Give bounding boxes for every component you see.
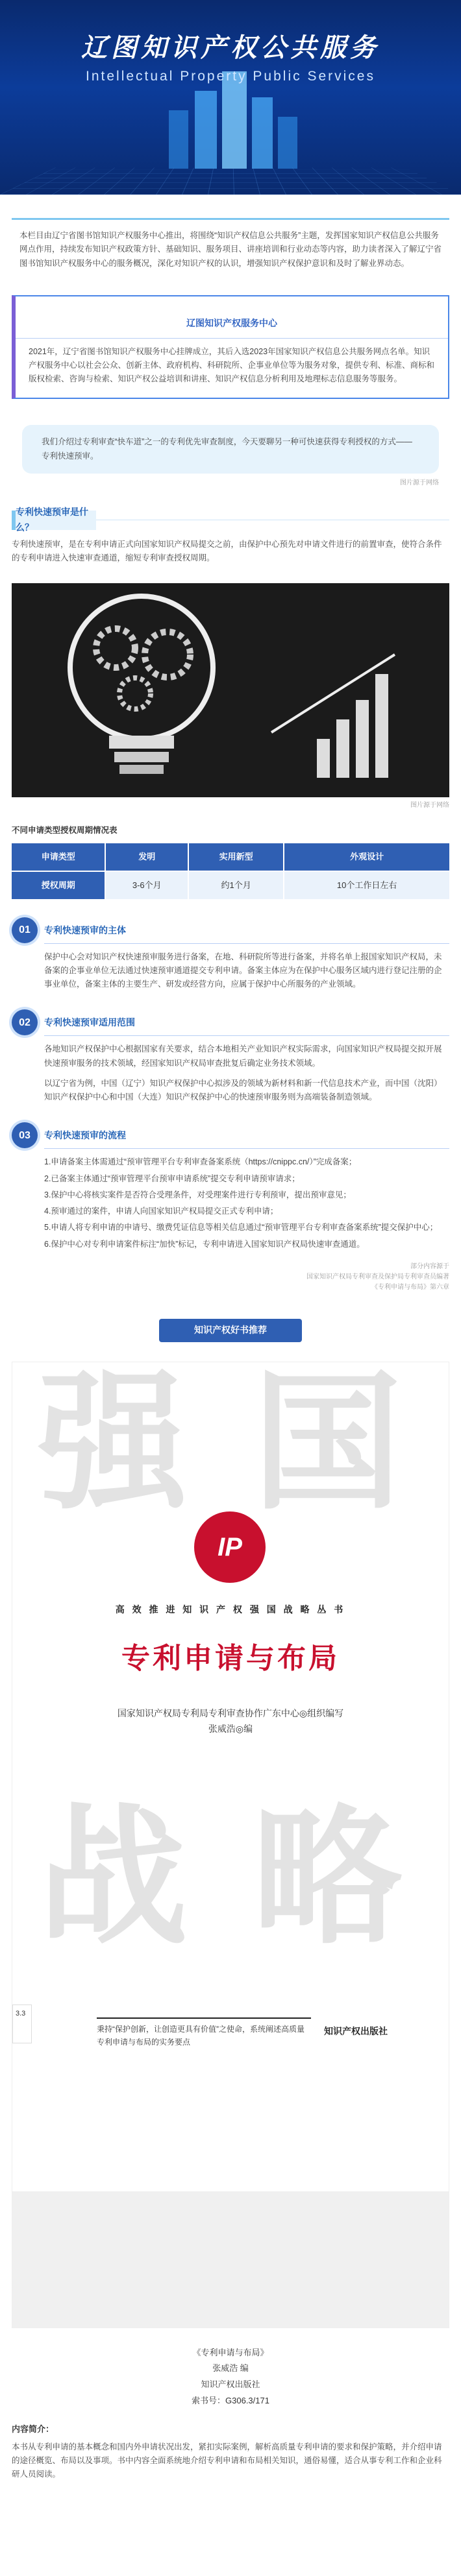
numbered-section-title: 专利快速预审的主体: [44, 917, 449, 944]
cover-bg-char: 国: [253, 1361, 403, 1526]
list-item: 4.预审通过的案件，申请人向国家知识产权局提交正式专利申请；: [44, 1207, 279, 1216]
section-number: 03: [12, 1122, 38, 1148]
lightbulb-icon: [12, 583, 449, 797]
banner-title: 辽图知识产权公共服务: [81, 34, 380, 62]
cover-slogan: 秉持“保护创新，让创造更具有价值”之使命，系统阐述高质量专利申请与布局的实务要点: [97, 2017, 311, 2049]
book-info-line: 张威浩 编: [212, 2363, 249, 2374]
image-caption: 图片源于网络: [410, 802, 449, 810]
banner-grid: [0, 167, 461, 195]
banner: [0, 0, 461, 195]
cover-bottom-strip: [12, 2191, 449, 2328]
numbered-section-title: 专利快速预审适用范围: [44, 1009, 449, 1036]
book-info: [12, 2345, 449, 2409]
table-header: 发明: [105, 843, 188, 871]
grant-period-table: [12, 843, 449, 899]
banner-subtitle: Intellectual Property Public Services: [86, 69, 375, 84]
section-title: 专利快速预审是什么？: [12, 511, 96, 530]
cover-book-title: 专利申请与布局: [121, 1642, 340, 1674]
summary-label: 内容简介：: [12, 2424, 55, 2434]
cover-series: 高 效 推 进 知 识 产 权 强 国 战 略 丛 书: [115, 1604, 346, 1615]
numbered-section-3: [12, 1122, 449, 1251]
cover-bg-char: 强: [38, 1361, 188, 1526]
list-item: 1.申请备案主体需通过“预审管理平台专利审查备案系统（https://cnippc.cn/）”完成备案；: [44, 1157, 357, 1167]
numbered-section-2: [12, 1009, 449, 1104]
table-row: [12, 871, 449, 899]
source-credit: [12, 1262, 449, 1293]
service-center-box: [12, 295, 449, 400]
numbered-section-1: [12, 917, 449, 992]
credit-line: 《专利申请与布局》第六章: [371, 1283, 449, 1291]
table-header: 外观设计: [284, 843, 449, 871]
section-number: 02: [12, 1009, 38, 1035]
service-center-text: 2021年，辽宁省图书馆知识产权服务中心挂牌成立，其后入选2023年国家知识产权信息公共服务网点名单。知识产权服务中心以社会公众、创新主体、政府机构、科研院所、企事业单位等为服务对象，提供专利、标准、商标和版权检索、咨询与检索、知识产权公益培训和讲座、知识产权信息分析利用及地理标志信息服务等服务。: [16, 338, 448, 398]
intro-text: 本栏目由辽宁省图书馆知识产权服务中心推出，将围绕“知识产权信息公共服务”主题，发挥国家知识产权信息公共服务网点作用，持续发布知识产权政策方针、基础知识、服务项目、讲座培训和行业动态等内容，助力读者深入了解辽宁省图书馆知识产权服务中心的服务概况，深化对知识产权的认识，增强知识产权保护意识和及时了解业界动态。: [12, 218, 449, 280]
book-info-line: 知识产权出版社: [201, 2379, 260, 2390]
summary-text: 本书从专利申请的基本概念和国内外申请状况出发，紧扣实际案例，解析高质量专利申请的要求和保护策略，并介绍申请的途径概览、布局以及事项。书中内容全面系统地介绍专利申请和布局相关知识，通俗易懂，适合从事专利工作和企业科研人员阅读。: [12, 2442, 442, 2479]
table-header: 实用新型: [188, 843, 284, 871]
lightbulb-idea-image: [12, 583, 449, 797]
numbered-section-text: 保护中心会对知识产权快速预审服务进行备案，在地、科研院所等进行备案，并将名单上报国家知识产权局，未备案的企事业单位无法通过快速预审通道提交专利申请。备案主体应为在保护中心服务区域内进行登记注册的企事业单位，备案主体的主要生产、研发或经营方向，应属于保护中心所服务的产业领域。: [44, 952, 442, 989]
credit-line: 部分内容源于: [410, 1262, 449, 1270]
numbered-section-text: 各地知识产权保护中心根据国家有关要求，结合本地相关产业知识产权实际需求，向国家知识产权局提交拟开展快速预审服务的技术领域，经国家知识产权局审查批复后确定业务技术领域。: [44, 1044, 442, 1068]
table-cell: 10个工作日左右: [284, 871, 449, 899]
intro-bubble: 我们介绍过专利审查“快车道”之一的专利优先审查制度，今天要聊另一种可快速获得专利授权的方式——专利快速预审。: [22, 425, 439, 474]
list-item: 2.已备案主体通过“预审管理平台预审申请系统”提交专利申请预审请求；: [44, 1174, 300, 1183]
book-info-line: 索书号：G306.3/171: [192, 2395, 269, 2405]
list-item: 6.保护中心对专利申请案件标注“加快”标记，专利申请进入国家知识产权局快速审查通道。: [44, 1239, 365, 1249]
table-cell: 授权周期: [12, 871, 105, 899]
table-title: 不同申请类型授权周期情况表: [12, 826, 118, 836]
list-item: 5.申请人将专利申请的申请号、缴费凭证信息等相关信息通过“预审管理平台专利审查备案系统”提交保护中心；: [44, 1223, 438, 1233]
cover-author-line: 国家知识产权局专利局专利审查协作广东中心◎组织编写: [117, 1707, 344, 1718]
service-center-title: 辽图知识产权服务中心: [186, 317, 277, 328]
recommend-heading: 知识产权好书推荐: [159, 1319, 302, 1342]
table-header: 申请类型: [12, 843, 105, 871]
cover-bg-char: 略: [253, 1794, 403, 1961]
cover-editor-line: 张威浩◎编: [208, 1723, 253, 1734]
cover-bg-char: 战: [38, 1794, 188, 1961]
bubble-caption: 图片源于网络: [400, 479, 439, 487]
cover-author: [12, 1706, 449, 1737]
book-cover: [12, 1362, 449, 2328]
list-item: 3.保护中心将核实案件是否符合受理条件，对受理案件进行专利预审，提出预审意见；: [44, 1190, 351, 1199]
section-heading: [12, 507, 449, 533]
numbered-section-title: 专利快速预审的流程: [44, 1122, 449, 1149]
table-cell: 约1个月: [188, 871, 284, 899]
numbered-section-text: 以辽宁省为例，中国（辽宁）知识产权保护中心拟涉及的领域为新材料和新一代信息技术产业，而中国（沈阳）知识产权保护中心和中国（大连）知识产权保护中心的快速预审服务则为高端装备制造领域。: [44, 1078, 442, 1102]
ip-logo-icon: IP: [194, 1511, 266, 1583]
cover-side-label: 3.3: [12, 2004, 32, 2043]
book-info-line: 《专利申请与布局》: [192, 2347, 269, 2357]
credit-line: 国家知识产权局专利审查及保护局专利审查员编著: [306, 1273, 449, 1281]
table-cell: 3-6个月: [105, 871, 188, 899]
section-number: 01: [12, 917, 38, 943]
section-text: 专利快速预审，是在专利申请正式向国家知识产权局提交之前，由保护中心预先对申请文件进行的前置审查，使符合条件的专利申请进入快速审查通道，缩短专利审查授权周期。: [12, 539, 442, 563]
publisher-logo: 知识产权出版社: [324, 2025, 388, 2036]
